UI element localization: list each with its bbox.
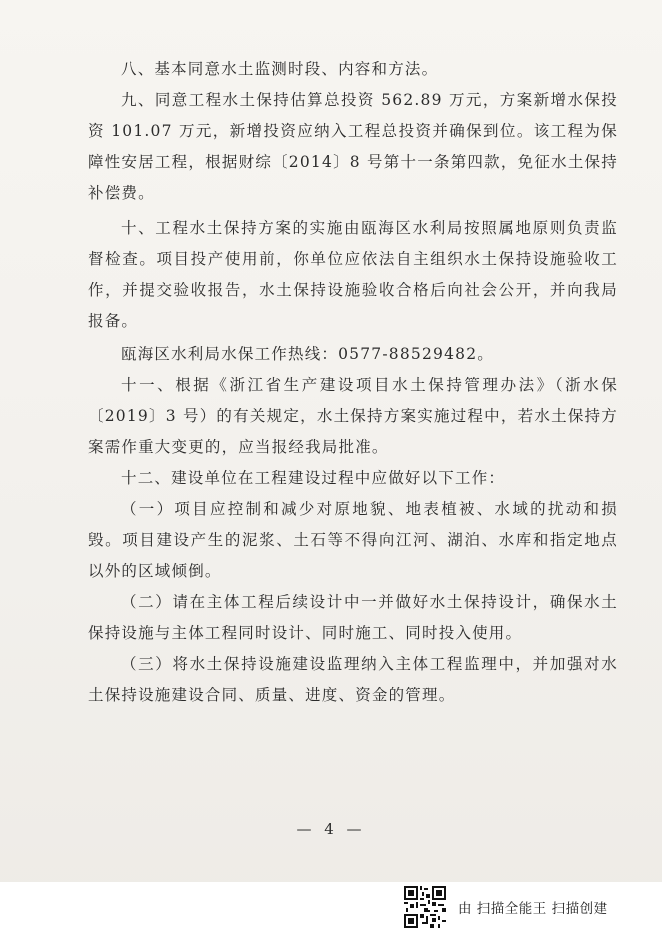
paragraph-12: 十二、建设单位在工程建设过程中应做好以下工作： <box>121 469 506 487</box>
scanner-watermark: 由 扫描全能王 扫描创建 <box>458 901 608 917</box>
item-3: （三）将水土保持设施建设监理纳入主体工程监理中，并加强对水土保持设施建设合同、质量、进度、资金的管理。 <box>88 655 618 704</box>
paragraph-8: 八、基本同意水土监测时段、内容和方法。 <box>121 60 439 78</box>
item-2: （二）请在主体工程后续设计中一并做好水土保持设计，确保水土保持设施与主体工程同时设计、同时施工、同时投入使用。 <box>88 593 618 642</box>
item-1: （一）项目应控制和减少对原地貌、地表植被、水域的扰动和损毁。项目建设产生的泥浆、土石等不得向江河、湖泊、水库和指定地点以外的区域倾倒。 <box>88 500 618 580</box>
paragraph-10: 十、工程水土保持方案的实施由瓯海区水利局按照属地原则负责监督检查。项目投产使用前，你单位应依法自主组织水土保持设施验收工作，并提交验收报告，水土保持设施验收合格后向社会公开，并向我局报备。 <box>88 219 618 330</box>
qr-code-icon <box>404 886 446 928</box>
paragraph-11: 十一、根据《浙江省生产建设项目水土保持管理办法》（浙水保〔2019〕3 号）的有关规定，水土保持方案实施过程中，若水土保持方案需作重大变更的，应当报经我局批准。 <box>88 376 618 456</box>
hotline-line: 瓯海区水利局水保工作热线：0577-88529482。 <box>121 345 494 363</box>
paragraph-9: 九、同意工程水土保持估算总投资 562.89 万元，方案新增水保投资 101.07 万元，新增投资应纳入工程总投资并确保到位。该工程为保障性安居工程，根据财综〔2014〕8 号第十一条第四款，免征水土保持补偿费。 <box>88 91 618 202</box>
document-body <box>88 54 618 711</box>
scanner-footer <box>0 882 662 936</box>
page-number: — 4 — <box>296 820 366 838</box>
